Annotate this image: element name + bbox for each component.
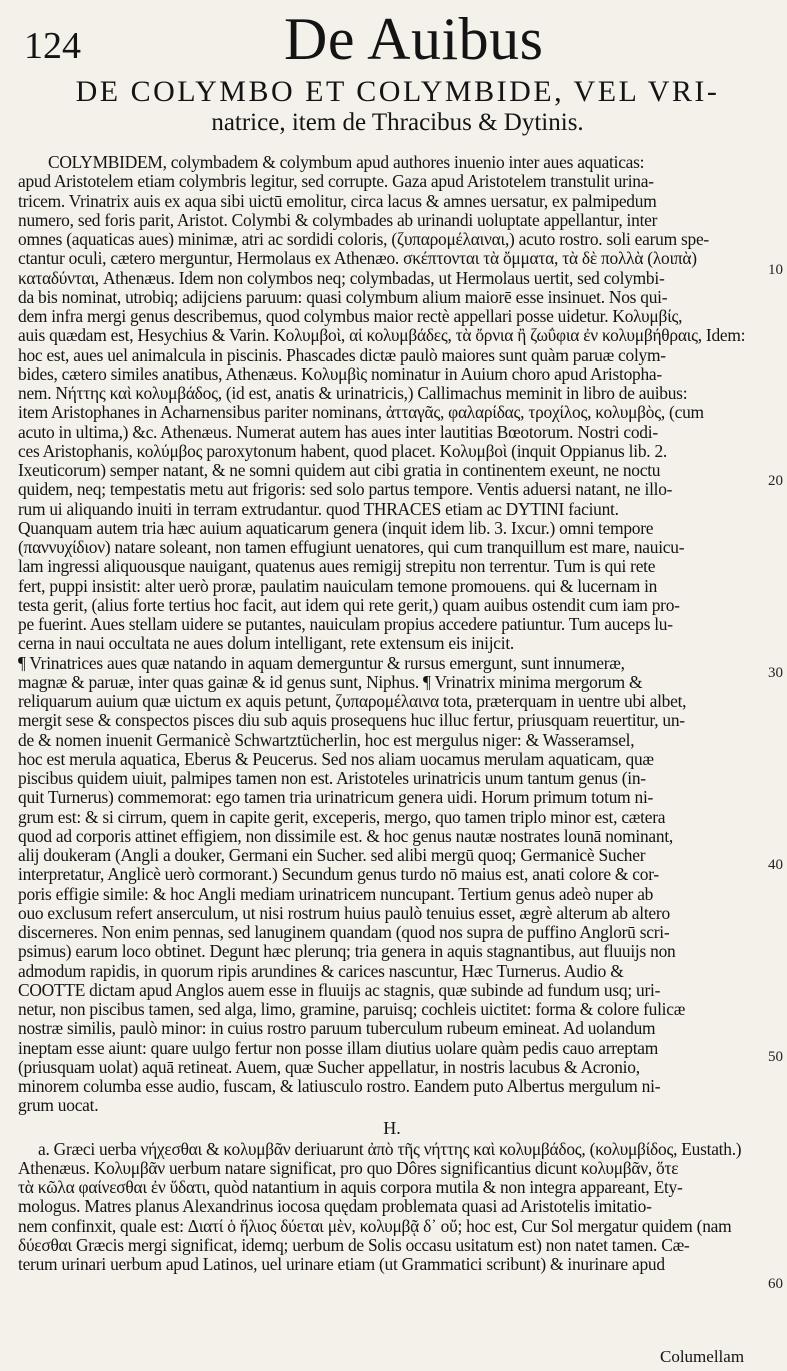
text-line: nem confinxit, quale est: Διατί ὁ ἥλιος δύεται μὲν, κολυμβᾷ δ᾽ οὔ; hoc est, Cur Sol mergatur quidem (nam	[18, 1216, 732, 1236]
text-line: omnes (aquaticas aues) minimæ, atri ac sordidi coloris, (ζυπαρομέλαιναι,) acuto rostro. soli earum spe-	[18, 230, 709, 249]
text-line: mologus. Matres planus Alexandrinus iocosa quędam problemata quasi ad Aristotelis imitatio-	[18, 1197, 652, 1217]
margin-line-number: 30	[768, 665, 783, 681]
text-line: de & nomen inuenit Germanicè Schwartztücherlin, hoc est mergulus niger: & Wasseramsel,	[18, 730, 635, 750]
text-line: auis quædam est, Hesychius & Varin. Κολυμβοὶ, αἱ κολυμβάδες, τὰ ὄρνια ἢ ζωΰφια ἐν κολυμβήθραις, Idem:	[18, 326, 746, 346]
body-text	[18, 153, 766, 1274]
text-line: alij doukeram (Angli a douker, Germani ein Sucher. sed alibi mergū quoq; Germanicè Sucher	[18, 846, 646, 865]
text-line: item Aristophanes in Acharnensibus pariter nominans, ἀτταγᾶς, φαλαρίδας, τροχίλος, κολυμβὸς, (cum	[18, 403, 704, 423]
margin-line-number: 60	[768, 1276, 783, 1292]
text-line: psimus) earum loco obtinet. Degunt hæc plerunq; tria genera in aquis stagnantibus, aut fluuijs non	[18, 942, 676, 962]
text-line: rum ui aliquando inuiti in terram extrudantur. quod THRACES etiam ac DYTINI faciunt.	[18, 499, 619, 519]
catchword: Columellam	[660, 1347, 745, 1366]
text-line: terum urinari uerbum apud Latinos, uel urinare etiam (ut Grammatici scribunt) & inurinare apud	[18, 1255, 665, 1274]
text-line: quit Turnerus) commemorat: ego tamen tria urinatricum genera uidi. Horum primum totum ni-	[18, 788, 654, 808]
text-line: ¶ Vrinatrices aues quæ natando in aquam demerguntur & rursus emergunt, sunt innumeræ,	[18, 653, 625, 673]
text-line: Quanquam autem tria hæc auium aquaticarum genera (inquit idem lib. 3. Ixcur.) omni tempore	[18, 518, 654, 538]
chapter-title	[30, 76, 765, 138]
text-line: ineptam esse aiunt: quare uulgo fertur non posse illam diutius uolare quàm pedis cauo arreptam	[18, 1038, 659, 1058]
text-line: (priusquam uolat) aquā retineat. Auem, quæ Sucher appellatur, in nostris lacubus & Acronio,	[18, 1057, 640, 1077]
text-line: COLYMBIDEM, colymbadem & colymbum apud authores inuenio inter aues aquaticas:	[48, 153, 645, 172]
text-line: numero, sed foris parit, Aristot. Colymbi & colymbades ab urinandi uoluptate appellantur, inter	[18, 210, 658, 230]
text-line: Athenæus. Κολυμβᾶν uerbum natare significat, pro quo Dôres significantius dicunt κολυμβᾶν, ὅτε	[18, 1158, 679, 1178]
text-line: pe fuerint. Aues stellam uidere se putantes, nauiculam propius accedere patiuntur. Tum auceps lu-	[18, 615, 673, 634]
text-line: nostræ similis, paulò minor: in cuius rostro paruum tuberculum rubeum emineat. Ad uolandum	[18, 1019, 656, 1039]
text-line: magnæ & paruæ, inter quas gainæ & id genus sunt, Niphus. ¶ Vrinatrix minima mergorum &	[18, 672, 643, 692]
text-line: grum uocat.	[18, 1096, 99, 1116]
text-line: grum est: & si cirrum, quem in capite gerit, exceperis, mergo, quo tamen triplo minor est, cætera	[18, 807, 666, 827]
text-line: nem. Νήττης καὶ κολυμβάδος, (id est, anatis & urinatricis,) Callimachus meminit in libro de auibus:	[18, 384, 688, 403]
text-line: Ixeuticorum) semper natant, & ne somni quidem aut cibi gratia in continentem exeunt, ne noctu	[18, 461, 661, 480]
text-line: cerna in naui occultata ne aues dolum intelligant, rete extensum eis inijcit.	[18, 634, 515, 654]
chapter-title-line-2: natrice, item de Thracibus & Dytinis.	[211, 109, 584, 136]
text-line: ouo exclusum refert anserculum, ut nisi rostrum huius paulò tenuius esset, ægrè alterum ab altero	[18, 903, 670, 923]
text-line: tricem. Vrinatrix auis ex aqua sibi uictū emolitur, circa lacus & amnes uersatur, ex palmipedum	[18, 191, 657, 211]
text-line: τὰ κῶλα φαίνεσθαι ἐν ὕδατι, quòd natantium in aquis corpora mutila & non integra appareant, Ety-	[18, 1178, 683, 1197]
text-line: quod ad corporis attinet effigiem, non dissimile est. & hoc genus nautæ nostrates lounā nominant,	[18, 826, 673, 846]
text-line: καταδύνται, Athenæus. Idem non colymbos neq; colymbadas, ut Hermolaus uertit, sed colymbi-	[18, 268, 665, 288]
text-line: a. Græci uerba νήχεσθαι & κολυμβᾶν deriuarunt ἀπὸ τῆς νήττης καὶ κολυμβάδος, (κολυμβίδος, Eustath.)	[38, 1139, 742, 1159]
text-line: (παννυχίδιον) natare soleant, non tamen effugiunt uenatores, qui cum tranquillum est mare, nauicu-	[18, 538, 685, 557]
text-line: discerneres. Non enim pennas, sed lanuginem quandam (quod nos supra de puffino Anglorū scri-	[18, 923, 670, 942]
margin-line-number: 50	[768, 1049, 783, 1065]
text-line: reliquarum auium quæ uictum ex aquis petunt, ζυπαρομέλαινα tota, præterquam in uentre ubi albet,	[18, 692, 687, 711]
text-line: quidem, neq; tempestatis metu aut frigoris: sed solo partus tempore. Ventis aduersi natant, ne illo-	[18, 480, 673, 500]
text-line: COOTTE dictam apud Anglos auem esse in fluuijs ac stagnis, quæ subinde ad fundum usq; uri-	[18, 980, 661, 1000]
margin-line-number: 20	[768, 473, 783, 489]
text-line: bides, cætero similes anatibus, Athenæus. Κολυμβὶς nominatur in Auium choro apud Aristopha-	[18, 364, 662, 384]
text-line: testa gerit, (alius forte tertius hoc facit, aut idem qui rete gerit,) quam auibus ostendit cum iam pro-	[18, 595, 680, 615]
text-line: acuto in ultima,) &c. Athenæus. Numerat autem has aues inter lautitias Bœotorum. Nostri codi-	[18, 422, 658, 442]
text-line: lam ingressi aliquousque nauigant, quatenus aues remigij strepitu non terrentur. Tum is qui rete	[18, 557, 656, 577]
text-line: piscibus quidem uiuit, palmipes tamen non est. Aristoteles urinatricis unum tantum genus (in-	[18, 769, 646, 788]
book-title: De Auibus	[284, 6, 544, 72]
text-line: admodum rapidis, in quorum ripis arundines & carices nascuntur, Hæc Turnerus. Audio &	[18, 961, 624, 981]
margin-line-number: 40	[768, 857, 783, 873]
text-line: apud Aristotelem etiam colymbris legitur, sed corrupte. Gaza apud Aristotelem transtulit urina-	[18, 172, 654, 192]
text-line: hoc est merula aquatica, Eberus & Peucerus. Sed nos aliam uocamus merulam aquaticam, quæ	[18, 749, 654, 769]
running-head	[18, 8, 778, 70]
section-letter: H.	[383, 1117, 401, 1138]
text-line: poris effigie simile: & hoc Angli mediam urinatricem nuncupant. Tertium genus adeò nuper ab	[18, 884, 654, 904]
text-line: ctantur oculi, cætero merguntur, Hermolaus ex Athenæo. σκέπτονται τὰ ὄμματα, τὰ δὲ πολλὰ (λοιπὰ)	[18, 249, 697, 269]
text-line: fert, puppi insistit: alter uerò proræ, paulatim nauiculam temone promouens. qui & lucernam in	[18, 576, 658, 596]
text-line: da bis nominat, utrobiq; adijciens paruum: quasi colymbum alium maiorē esse insinuet. Nos qui-	[18, 287, 668, 307]
text-line: hoc est, aues uel animalcula in piscinis. Phascades dictæ paulò maiores sunt quàm paruæ colym-	[18, 345, 666, 365]
text-line: mergit sese & conspectos pisces diu sub aquis prosequens huc illuc fertur, priusquam reuertitur, un-	[18, 711, 685, 731]
text-line: minorem columba esse audio, fuscam, & latiusculo rostro. Eandem puto Albertus mergulum ni-	[18, 1077, 661, 1096]
page-number: 124	[24, 25, 81, 67]
margin-line-number: 10	[768, 262, 783, 278]
text-line: interpretatur, Anglicè uerò cormorant.) Secundum genus turdo nō maius est, anati colore & cor-	[18, 865, 659, 885]
text-line: ces Aristophanis, κολύμβος paroxytonum habent, quod placet. Κολυμβοὶ (inquit Oppianus lib. 2.	[18, 441, 667, 461]
text-line: δύεσθαι Græcis mergi significat, idemq; uerbum de Solis occasu usitatum est) non natet tamen. Cæ-	[18, 1235, 690, 1255]
text-line: dem infra mergi genus describemus, quod colymbus maior rectè appellari posse uidetur. Κολυμβίς,	[18, 307, 683, 326]
text-line: netur, non piscibus tamen, sed alga, limo, gramine, paruisq; cochleis uictitet: forma & colore fulicæ	[18, 1000, 686, 1019]
chapter-title-line-1: DE COLYMBO ET COLYMBIDE, VEL VRI-	[75, 75, 720, 108]
